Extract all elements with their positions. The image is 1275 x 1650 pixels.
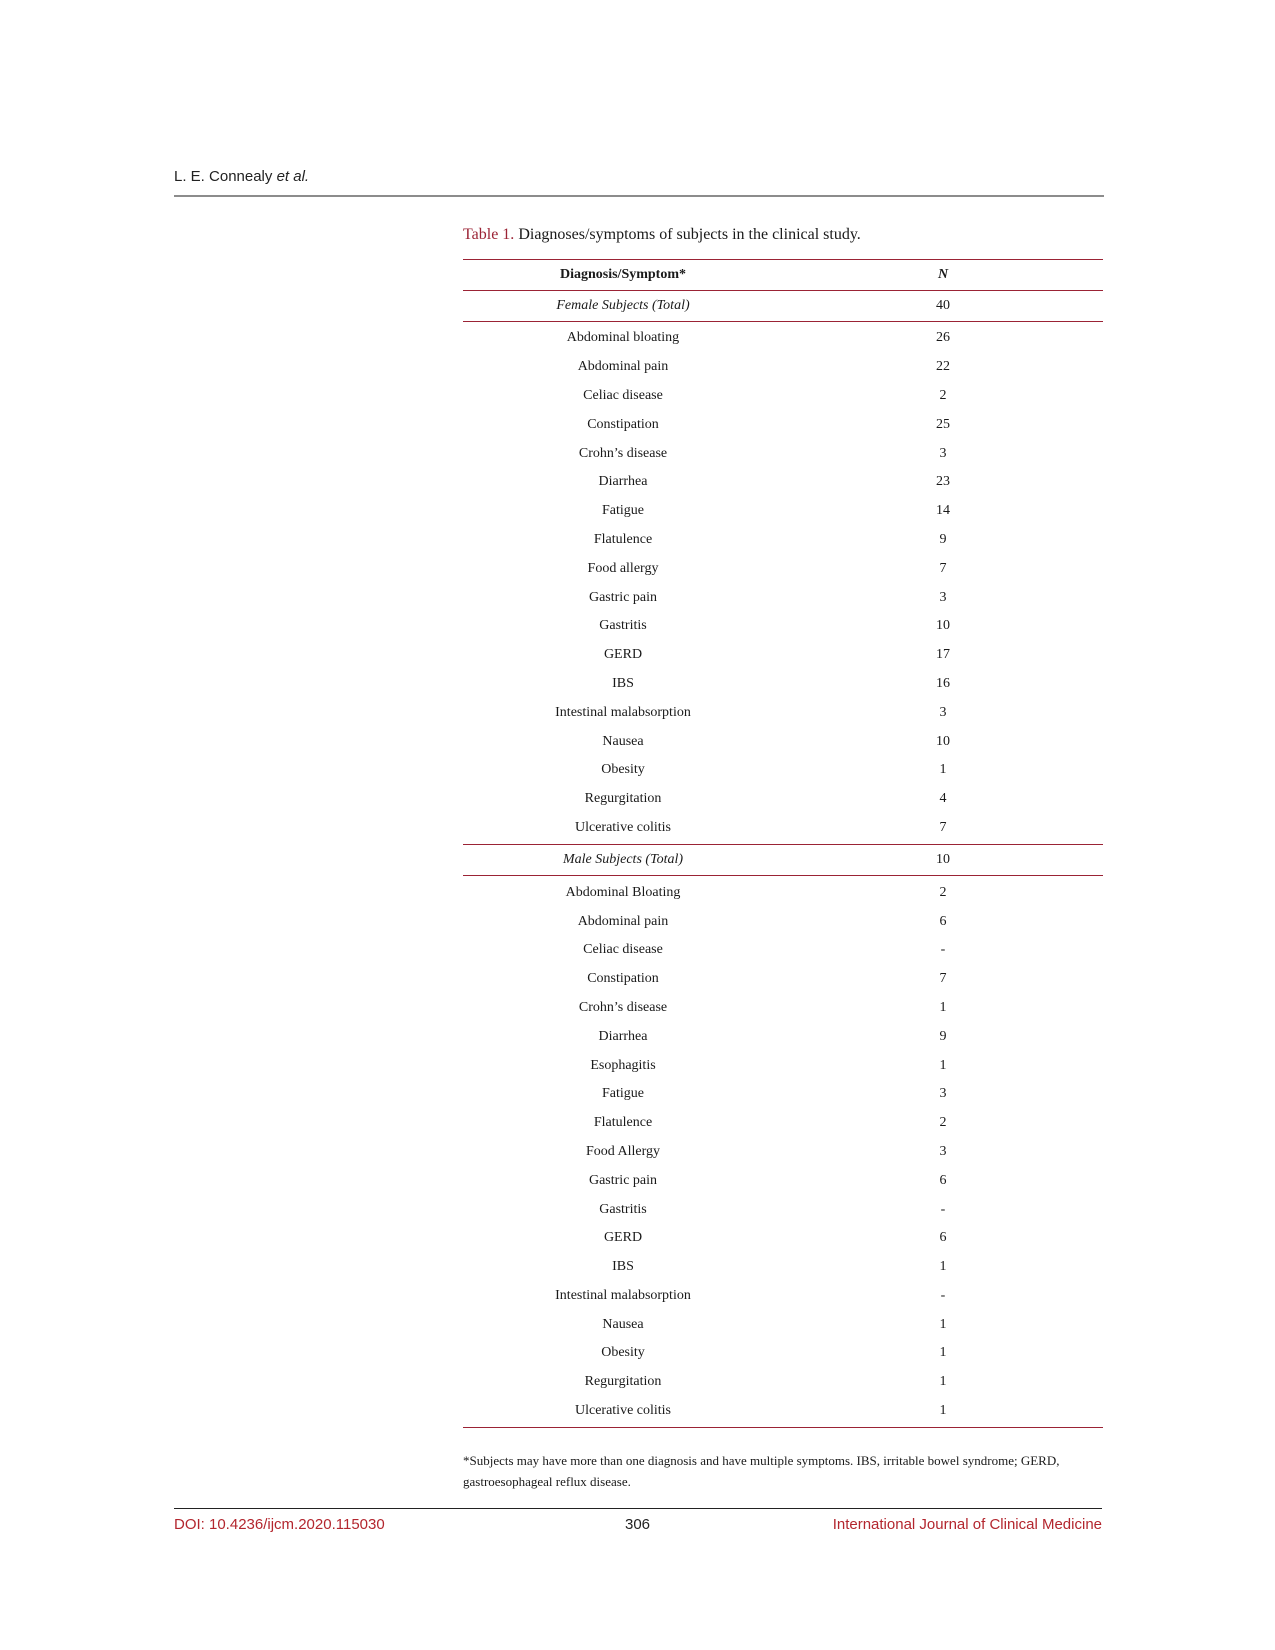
table-row [463, 1109, 1103, 1138]
footer-page-number: 306 [625, 1516, 651, 1533]
count-cell: 1 [939, 1403, 947, 1419]
footer-doi: DOI: 10.4236/ijcm.2020.115030 [174, 1516, 385, 1533]
diagnosis-cell: IBS [612, 675, 634, 691]
table-row [463, 1397, 1103, 1426]
table-row [463, 497, 1103, 526]
table-row [463, 1224, 1103, 1253]
diagnosis-cell: Abdominal bloating [566, 330, 680, 346]
diagnosis-cell: Abdominal pain [577, 913, 669, 929]
count-cell: - [940, 1201, 946, 1217]
count-cell: 25 [936, 416, 950, 432]
symptoms-table [463, 259, 1103, 1428]
diagnosis-cell: Celiac disease [583, 942, 663, 958]
footer-divider [174, 1508, 1102, 1509]
diagnosis-cell: Flatulence [593, 531, 653, 547]
table-row [463, 410, 1103, 439]
diagnosis-cell: Crohn’s disease [578, 445, 668, 461]
table-caption-label: Table 1. [463, 226, 515, 243]
table-row [463, 1282, 1103, 1311]
diagnosis-cell: GERD [603, 647, 643, 663]
table-row [463, 554, 1103, 583]
table-row [463, 670, 1103, 699]
table-row [463, 1195, 1103, 1224]
count-cell: 1 [939, 999, 947, 1015]
table-row [463, 907, 1103, 936]
table-row [463, 994, 1103, 1023]
count-cell: 6 [939, 913, 947, 929]
table-row [463, 727, 1103, 756]
count-cell: 10 [936, 733, 950, 749]
table-row [463, 965, 1103, 994]
male-rows [463, 876, 1103, 1427]
male-group-row [463, 844, 1103, 876]
table-row [463, 382, 1103, 411]
table-row [463, 1310, 1103, 1339]
diagnosis-cell: Abdominal pain [577, 359, 669, 375]
table-row [463, 641, 1103, 670]
table-caption-text: Diagnoses/symptoms of subjects in the clinical study. [514, 226, 861, 243]
footer-journal-name: International Journal of Clinical Medicine [832, 1516, 1102, 1533]
female-group-row [463, 291, 1103, 322]
diagnosis-cell: Fatigue [602, 503, 644, 519]
table-row [463, 612, 1103, 641]
diagnosis-cell: Nausea [602, 1316, 644, 1332]
diagnosis-cell: Gastric pain [588, 1172, 658, 1188]
diagnosis-cell: Intestinal malabsorption [555, 704, 691, 720]
count-cell: 1 [939, 1057, 947, 1073]
diagnosis-cell: Obesity [601, 1345, 645, 1361]
table-row [463, 814, 1103, 843]
table-row [463, 1051, 1103, 1080]
female-group-label: Female Subjects (Total) [556, 298, 690, 313]
table-row [463, 756, 1103, 785]
table-row [463, 1138, 1103, 1167]
count-cell: 3 [939, 704, 947, 720]
diagnosis-cell: GERD [603, 1230, 643, 1246]
count-cell: 22 [936, 359, 950, 375]
diagnosis-cell: Nausea [602, 733, 644, 749]
table-row [463, 583, 1103, 612]
count-cell: 23 [936, 474, 950, 490]
diagnosis-cell: Gastric pain [588, 589, 658, 605]
female-total: 40 [936, 298, 950, 313]
count-cell: 3 [939, 445, 947, 461]
column-header-n: N [937, 267, 949, 282]
table-row [463, 1368, 1103, 1397]
count-cell: 4 [939, 791, 947, 807]
author-etal: et al. [276, 168, 310, 185]
diagnosis-cell: Flatulence [593, 1115, 653, 1131]
diagnosis-cell: Ulcerative colitis [574, 819, 672, 835]
diagnosis-cell: Regurgitation [584, 791, 662, 807]
count-cell: 1 [939, 1374, 947, 1390]
count-cell: - [940, 1287, 946, 1303]
count-cell: 17 [936, 647, 950, 663]
diagnosis-cell: Constipation [587, 416, 659, 432]
count-cell: 1 [939, 1345, 947, 1361]
count-cell: 7 [939, 971, 947, 987]
diagnosis-cell: Regurgitation [584, 1374, 662, 1390]
count-cell: 1 [939, 1316, 947, 1332]
diagnosis-cell: Food Allergy [585, 1143, 661, 1159]
count-cell: 1 [939, 762, 947, 778]
diagnosis-cell: Esophagitis [590, 1057, 656, 1073]
table-row [463, 353, 1103, 382]
diagnosis-cell: Diarrhea [598, 474, 648, 490]
table-row [463, 1253, 1103, 1282]
count-cell: 9 [939, 531, 947, 547]
count-cell: 6 [939, 1230, 947, 1246]
table-row [463, 1080, 1103, 1109]
male-group-label: Male Subjects (Total) [562, 852, 684, 868]
diagnosis-cell: Gastritis [599, 618, 647, 634]
table-row [463, 439, 1103, 468]
count-cell: 3 [939, 1143, 947, 1159]
table-row [463, 1022, 1103, 1051]
count-cell: 26 [936, 330, 950, 346]
table-row [463, 526, 1103, 555]
male-total: 10 [936, 852, 950, 868]
diagnosis-cell: Constipation [587, 971, 659, 987]
count-cell: 7 [939, 819, 947, 835]
table-row [463, 1166, 1103, 1195]
count-cell: 2 [939, 1115, 947, 1131]
diagnosis-cell: Intestinal malabsorption [555, 1287, 691, 1303]
count-cell: 3 [939, 1086, 947, 1102]
count-cell: 7 [939, 560, 947, 576]
author-name: L. E. Connealy [174, 168, 273, 185]
diagnosis-cell: Diarrhea [598, 1028, 648, 1044]
table-row [463, 324, 1103, 353]
count-cell: 10 [936, 618, 950, 634]
column-header-diagnosis: Diagnosis/Symptom* [559, 267, 687, 282]
table-row [463, 785, 1103, 814]
count-cell: 2 [939, 884, 947, 900]
diagnosis-cell: Obesity [601, 762, 645, 778]
table-caption [463, 226, 861, 244]
diagnosis-cell: Ulcerative colitis [574, 1403, 672, 1419]
diagnosis-cell: Celiac disease [583, 387, 663, 403]
female-rows [463, 322, 1103, 844]
count-cell: 3 [939, 589, 947, 605]
table-row [463, 936, 1103, 965]
diagnosis-cell: Fatigue [602, 1086, 644, 1102]
table-header-row [463, 260, 1103, 291]
table-row [463, 878, 1103, 907]
table-row [463, 698, 1103, 727]
count-cell: 16 [936, 675, 950, 691]
count-cell: - [940, 942, 946, 958]
diagnosis-cell: Crohn’s disease [578, 999, 668, 1015]
count-cell: 2 [939, 387, 947, 403]
diagnosis-cell: Food allergy [587, 560, 659, 576]
count-cell: 14 [936, 503, 950, 519]
diagnosis-cell: IBS [612, 1259, 634, 1275]
count-cell: 1 [939, 1259, 947, 1275]
table-footnote: *Subjects may have more than one diagnosis and have multiple symptoms. IBS, irritable bowel syndrome; GERD, gastroesophageal reflux disease. [463, 1453, 1060, 1489]
diagnosis-cell: Gastritis [599, 1201, 647, 1217]
table-row [463, 1339, 1103, 1368]
count-cell: 6 [939, 1172, 947, 1188]
table-row [463, 468, 1103, 497]
diagnosis-cell: Abdominal Bloating [565, 884, 681, 900]
running-header-author [174, 168, 309, 185]
header-divider [174, 195, 1104, 197]
count-cell: 9 [939, 1028, 947, 1044]
